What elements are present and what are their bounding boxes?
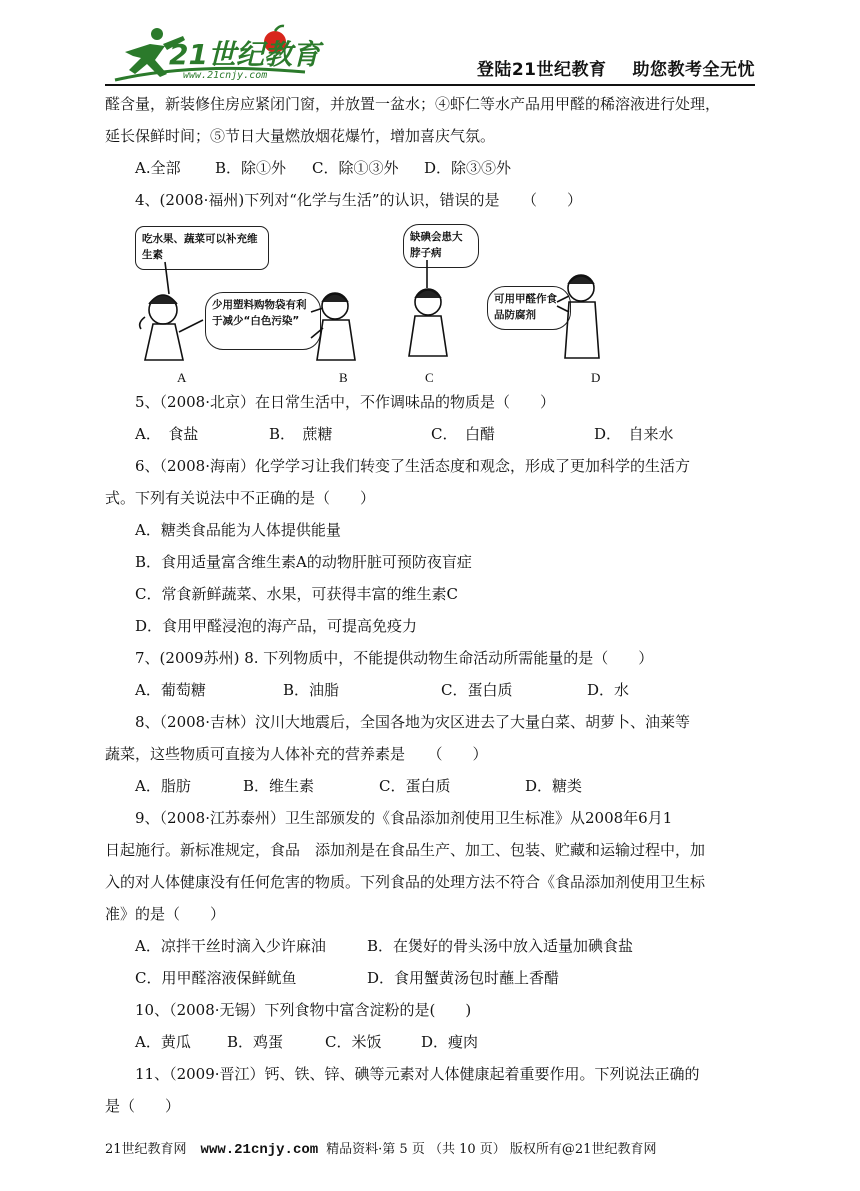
question-7: 7、(2009苏州) 8. 下列物质中，不能提供动物生命活动所需能量的是（ ） — [135, 649, 654, 667]
figure-label-b: B — [339, 370, 348, 385]
footer-url[interactable]: www.21cnjy.com — [200, 1142, 319, 1158]
svg-text:21世纪教育: 21世纪教育 — [169, 38, 320, 71]
option-b: B．食用适量富含维生素A的动物肝脏可预防夜盲症 — [135, 553, 472, 571]
option-a: A．糖类食品能为人体提供能量 — [135, 521, 341, 539]
option-b: B．在煲好的骨头汤中放入适量加碘食盐 — [367, 937, 634, 955]
option-a: A．黄瓜 — [135, 1033, 191, 1051]
logo-icon — [105, 22, 335, 82]
figure-label-a: A — [177, 370, 187, 385]
question-9: 9、（2008·江苏泰州）卫生部颁发的《食品添加剂使用卫生标准》从2008年6月1 — [135, 809, 673, 827]
speech-bubble-a: 吃水果、蔬菜可以补充维生素 — [135, 226, 269, 270]
option-d: D．瘦肉 — [421, 1033, 479, 1051]
option-d: D．除③⑤外 — [424, 159, 512, 177]
option-d: D．水 — [587, 681, 630, 699]
option-c: C．除①③外 — [312, 159, 399, 177]
q10-options — [105, 1026, 755, 1058]
option-a: A.全部 — [135, 159, 181, 177]
q3-options — [105, 152, 755, 184]
text-line: 醛含量，新装修住房应紧闭门窗，并放置一盆水；④虾仁等水产品用甲醛的稀溶液进行处理， — [105, 95, 721, 113]
text-line: 蔬菜，这些物质可直接为人体补充的营养素是 （ ） — [105, 745, 488, 763]
header-rule — [105, 84, 755, 86]
option-a: A．凉拌干丝时滴入少许麻油 — [135, 937, 326, 955]
option-d: D．食用蟹黄汤包时蘸上香醋 — [367, 969, 560, 987]
text-line: 日起施行。新标准规定，食品 添加剂是在食品生产、加工、包装、贮藏和运输过程中，加 — [105, 841, 706, 859]
q7-options — [105, 674, 755, 706]
figure-label-d: D — [591, 370, 601, 385]
document-body — [105, 88, 755, 1122]
text-line: 式。下列有关说法中不正确的是（ ） — [105, 489, 376, 507]
text-line: 准》的是（ ） — [105, 905, 226, 923]
question-8: 8、（2008·吉林）汶川大地震后，全国各地为灾区进去了大量白菜、胡萝卜、油莱等 — [135, 713, 690, 731]
option-a: A．脂肪 — [135, 777, 191, 795]
text-line: 延长保鲜时间；⑤节日大量燃放烟花爆竹，增加喜庆气氛。 — [105, 127, 496, 145]
speech-bubble-b: 少用塑料购物袋有利于减少“白色污染” — [205, 292, 321, 350]
page-footer — [105, 1138, 755, 1158]
svg-text:www.21cnjy.com: www.21cnjy.com — [183, 70, 268, 81]
speech-bubble-c: 缺碘会患大脖子病 — [403, 224, 479, 268]
figure-label-c: C — [425, 370, 434, 385]
q9-options-ab — [105, 930, 755, 962]
question-4: 4、(2008·福州)下列对“化学与生活”的认识，错误的是 （ ） — [135, 191, 583, 209]
page-header — [105, 22, 755, 84]
option-b: B．维生素 — [243, 777, 315, 795]
option-c: C．蛋白质 — [441, 681, 513, 699]
cartoon-people-icon — [105, 222, 755, 382]
option-b: B．油脂 — [283, 681, 340, 699]
footer-page-info: 精品资料·第 5 页 （共 10 页） 版权所有@21世纪教育网 — [326, 1142, 657, 1157]
question-11: 11、（2009·晋江）钙、铁、锌、碘等元素对人体健康起着重要作用。下列说法正确的 — [135, 1065, 700, 1083]
q8-options — [105, 770, 755, 802]
option-b: B．除①外 — [215, 159, 287, 177]
option-b: B． 蔗糖 — [269, 425, 333, 443]
speech-bubble-d: 可用甲醛作食品防腐剂 — [487, 286, 571, 330]
text-line: 入的对人体健康没有任何危害的物质。下列食品的处理方法不符合《食品添加剂使用卫生标 — [105, 873, 706, 891]
option-d: D． 自来水 — [594, 425, 674, 443]
option-b: B．鸡蛋 — [227, 1033, 284, 1051]
option-d: D．食用甲醛浸泡的海产品，可提高免疫力 — [135, 617, 418, 635]
question-6: 6、（2008·海南）化学学习让我们转变了生活态度和观念，形成了更加科学的生活方 — [135, 457, 690, 475]
option-c: C．蛋白质 — [379, 777, 451, 795]
option-a: A． 食盐 — [135, 425, 199, 443]
option-d: D．糖类 — [525, 777, 583, 795]
footer-site: 21世纪教育网 — [105, 1142, 187, 1157]
option-c: C．米饭 — [325, 1033, 382, 1051]
slogan-right: 助您教考全无忧 — [632, 60, 755, 80]
question-5: 5、（2008·北京）在日常生活中，不作调味品的物质是（ ） — [135, 393, 555, 411]
q9-options-cd — [105, 962, 755, 994]
q5-options — [105, 418, 755, 450]
option-a: A．葡萄糖 — [135, 681, 206, 699]
question-4-figure — [105, 222, 755, 385]
question-10: 10、（2008·无锡）下列食物中富含淀粉的是( ) — [135, 1001, 472, 1019]
text-line: 是（ ） — [105, 1097, 181, 1115]
slogan-left: 登陆21世纪教育 — [476, 60, 607, 80]
option-c: C．用甲醛溶液保鲜鱿鱼 — [135, 969, 297, 987]
option-c: C．常食新鲜蔬菜、水果，可获得丰富的维生素C — [135, 585, 458, 603]
header-slogan — [477, 55, 755, 80]
option-c: C． 白醋 — [431, 425, 495, 443]
